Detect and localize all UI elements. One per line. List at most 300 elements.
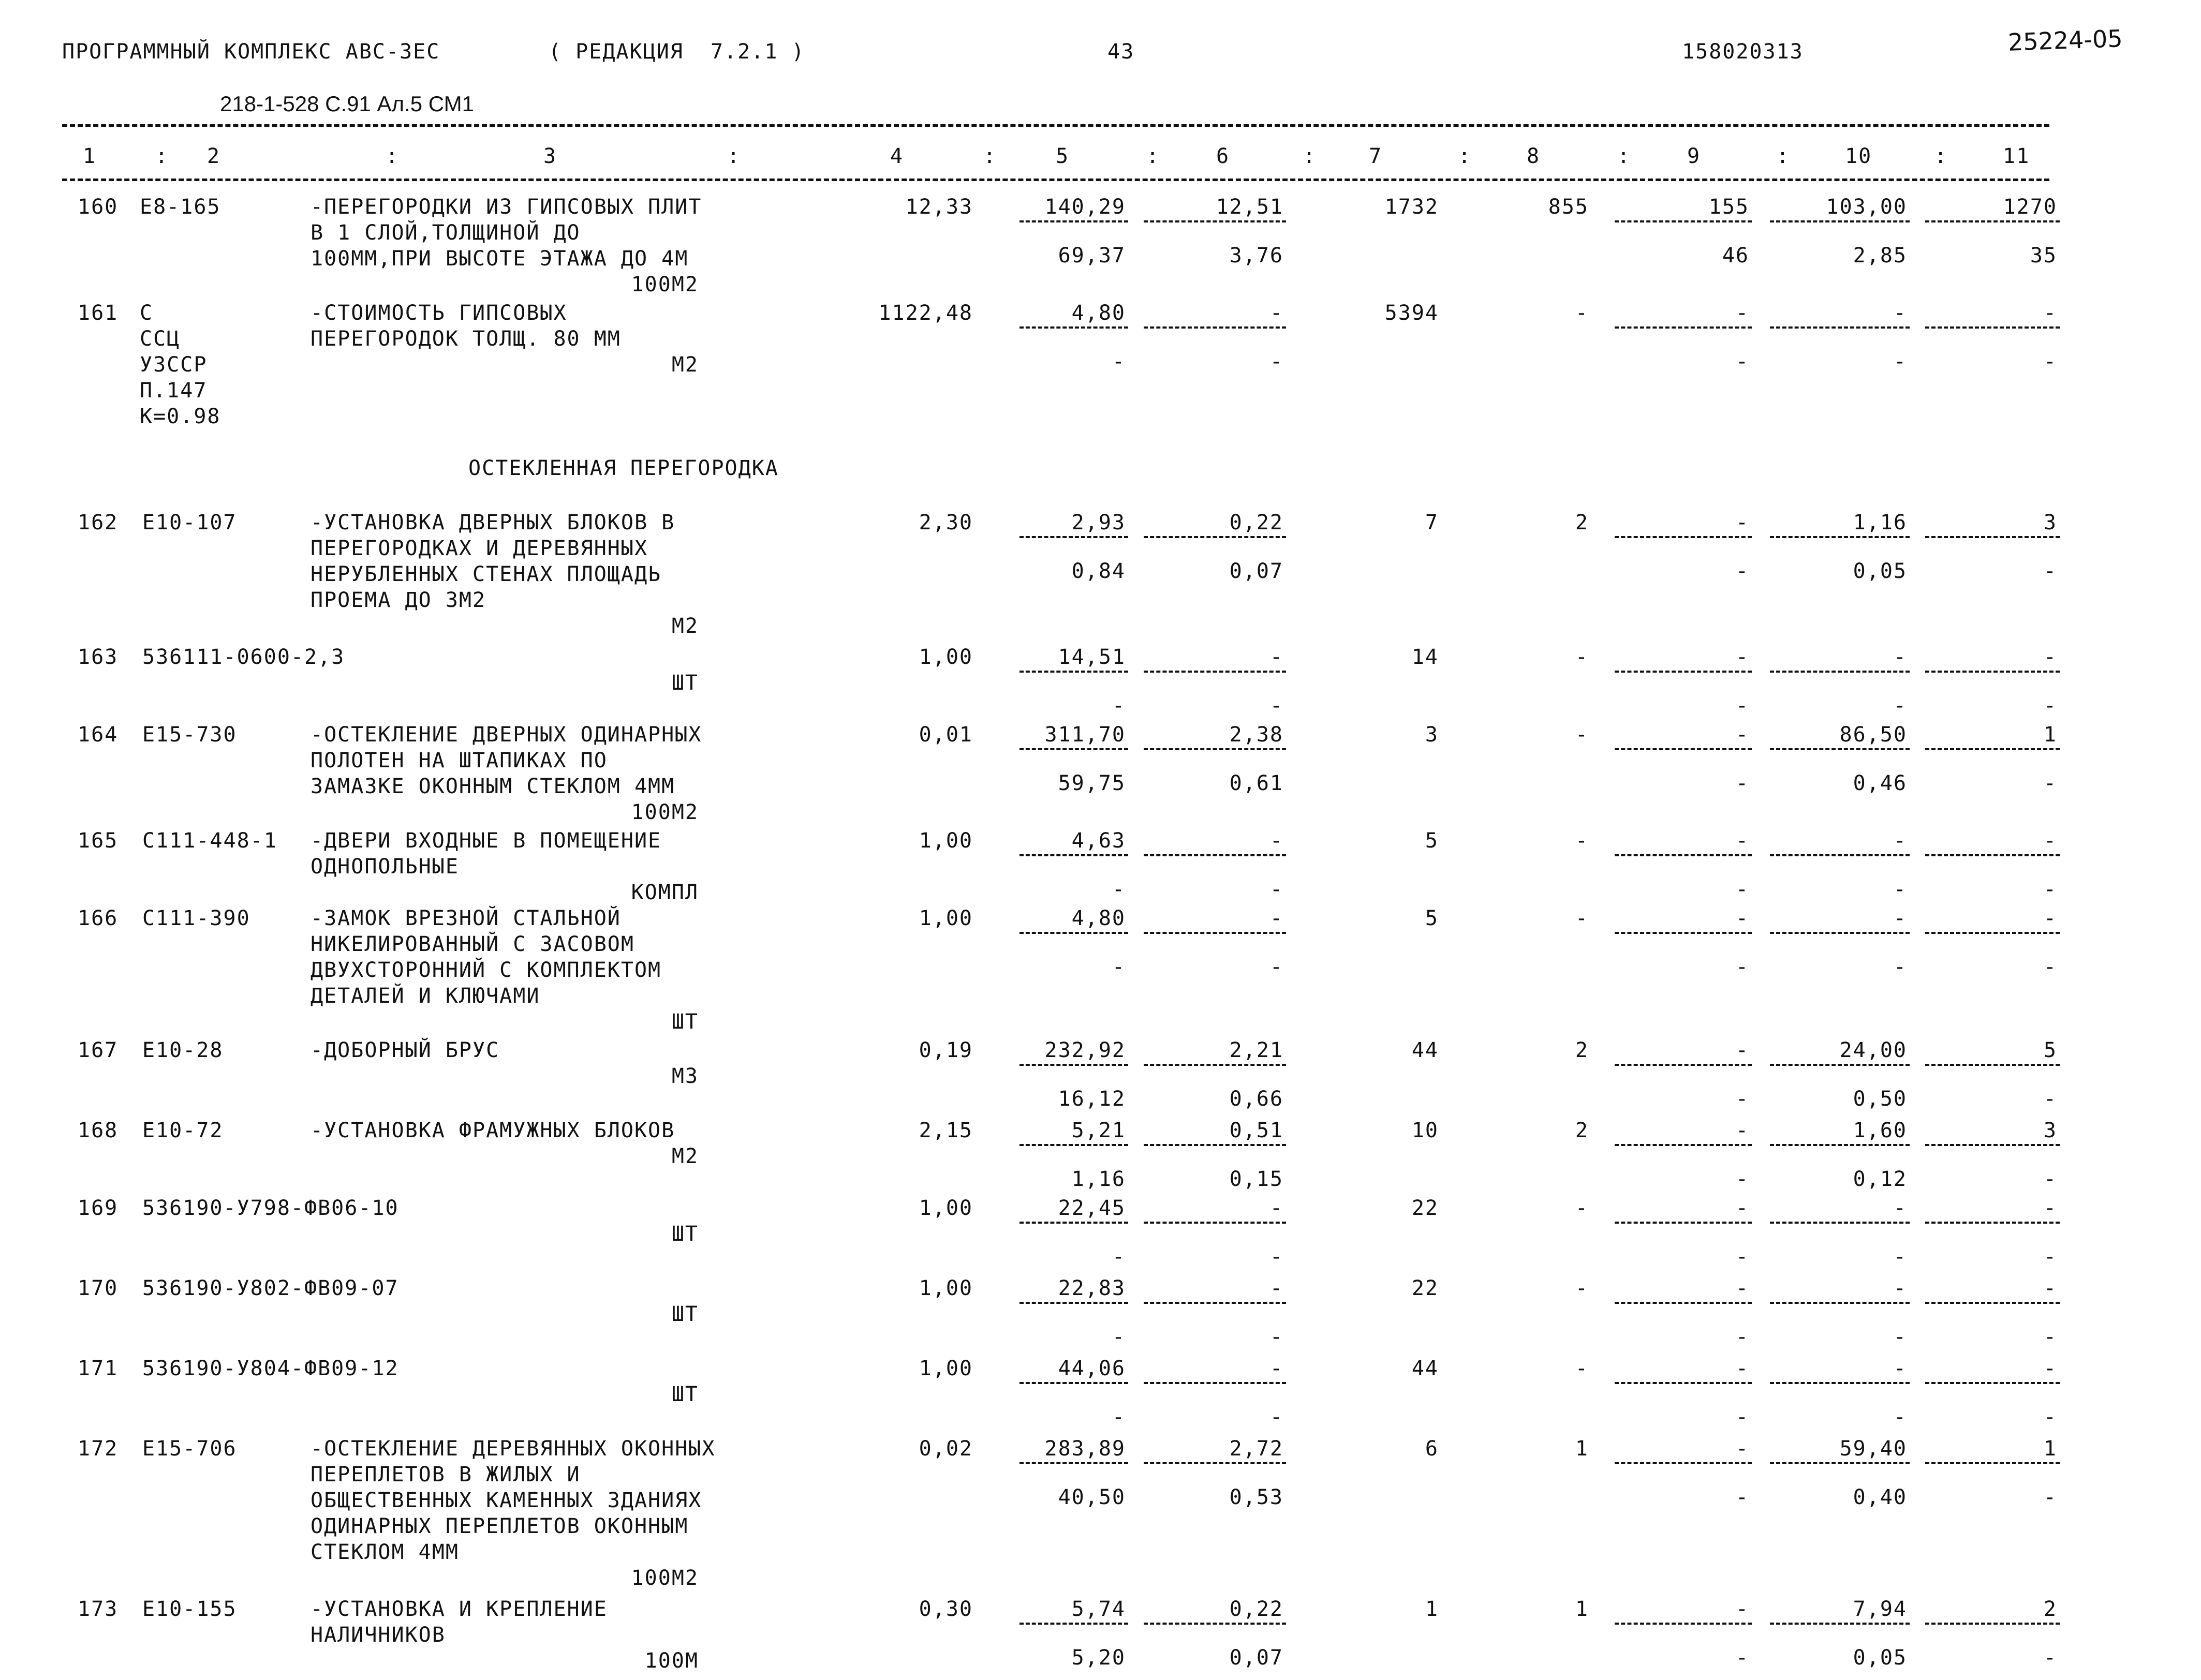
cell-c9-sub: -: [1735, 955, 1749, 979]
cell-divider: [1925, 1382, 2060, 1384]
cell-c5-sub: -: [1112, 1405, 1126, 1429]
cell-c10: 1,60: [1853, 1119, 1907, 1142]
column-separator: :: [1934, 144, 1947, 168]
item-code: 536111-0600-2,3: [142, 645, 345, 669]
row-number: 170: [78, 1276, 119, 1300]
program-name: ПРОГРАММНЫЙ КОМПЛЕКС АВС-3ЕС: [62, 40, 440, 64]
cell-c8: 1: [1575, 1597, 1589, 1621]
cell-c6: -: [1269, 301, 1283, 325]
row-number: 164: [78, 723, 119, 747]
cell-c8: 2: [1575, 511, 1589, 534]
cell-divider: [1020, 1302, 1128, 1304]
cell-divider: [1925, 326, 2060, 329]
item-description: В 1 СЛОЙ,ТОЛЩИНОЙ ДО: [311, 221, 581, 245]
cell-c10-sub: -: [1893, 350, 1907, 374]
unit-of-measure: ШТ: [671, 1382, 699, 1406]
cell-divider: [1144, 326, 1286, 329]
cell-divider: [1144, 932, 1286, 934]
cell-c9: -: [1735, 511, 1749, 534]
cell-c5: 5,21: [1071, 1119, 1126, 1142]
cell-c8: 2: [1575, 1038, 1589, 1062]
cell-divider: [1615, 326, 1752, 329]
cell-c8: -: [1575, 829, 1589, 853]
cell-c10-sub: 0,40: [1853, 1485, 1907, 1509]
cell-c8: -: [1575, 906, 1589, 930]
cell-c7: 22: [1411, 1276, 1439, 1300]
cell-c8: -: [1575, 645, 1589, 669]
cell-divider: [1144, 1302, 1286, 1304]
cell-divider: [1615, 932, 1752, 934]
cell-c6-sub: -: [1269, 350, 1283, 374]
row-number: 172: [78, 1437, 119, 1461]
cell-c9-sub: 46: [1722, 244, 1749, 267]
item-description: ЗАМАЗКЕ ОКОННЫМ СТЕКЛОМ 4ММ: [311, 775, 675, 798]
cell-c6-sub: 3,76: [1229, 244, 1283, 267]
cell-c11: -: [2043, 301, 2057, 325]
handwritten-stamp: 25224-05: [2007, 24, 2123, 56]
cell-c6: 0,51: [1229, 1119, 1283, 1142]
cell-c9-sub: -: [1735, 1405, 1749, 1429]
column-separator: :: [1617, 144, 1630, 168]
cell-c7: 3: [1425, 723, 1439, 747]
cell-c10-sub: -: [1893, 878, 1907, 901]
cell-c6: 12,51: [1216, 195, 1283, 219]
cell-c6-sub: -: [1269, 955, 1283, 979]
cell-divider: [1144, 671, 1286, 673]
cell-c10: -: [1893, 1357, 1907, 1380]
cell-c6: -: [1269, 906, 1283, 930]
cell-c9-sub: -: [1735, 771, 1749, 795]
cell-divider: [1615, 1462, 1752, 1464]
row-number: 160: [78, 195, 119, 219]
item-code: С111-448-1: [142, 829, 277, 853]
cell-c4: 1,00: [919, 906, 973, 930]
cell-c6-sub: 0,15: [1229, 1167, 1283, 1191]
cell-c11: -: [2043, 1196, 2057, 1220]
cell-divider: [1615, 1144, 1752, 1146]
cell-c9: -: [1735, 1038, 1749, 1062]
unit-of-measure: КОМПЛ: [631, 881, 699, 904]
cell-c10: -: [1893, 645, 1907, 669]
cell-c9-sub: -: [1735, 878, 1749, 901]
cell-divider: [1925, 1462, 2060, 1464]
item-description: -УСТАНОВКА ФРАМУЖНЫХ БЛОКОВ: [311, 1119, 675, 1142]
item-description: ДВУХСТОРОННИЙ С КОМПЛЕКТОМ: [311, 958, 662, 982]
item-code: УЗССР: [140, 353, 208, 377]
cell-c9-sub: -: [1735, 1087, 1749, 1111]
cell-divider: [1770, 671, 1910, 673]
cell-divider: [1020, 536, 1128, 538]
cell-c11-sub: -: [2043, 1485, 2057, 1509]
cell-c11: -: [2043, 829, 2057, 853]
cell-c6-sub: 0,07: [1229, 559, 1283, 583]
cell-c9: -: [1735, 1196, 1749, 1220]
cell-c11-sub: -: [2043, 1325, 2057, 1349]
cell-c11-sub: -: [2043, 1087, 2057, 1111]
cell-c6: -: [1269, 1357, 1283, 1380]
item-code: 536190-У802-ФВ09-07: [142, 1276, 399, 1300]
cell-c11-sub: -: [2043, 1646, 2057, 1670]
cell-divider: [1144, 1623, 1286, 1625]
cell-c10-sub: -: [1893, 1405, 1907, 1429]
row-number: 171: [78, 1357, 119, 1380]
cell-c11-sub: -: [2043, 771, 2057, 795]
cell-c5-sub: -: [1112, 955, 1126, 979]
cell-c5-sub: 59,75: [1058, 771, 1126, 795]
row-number: 166: [78, 906, 119, 930]
cell-divider: [1925, 1222, 2060, 1224]
cell-divider: [1615, 1623, 1752, 1625]
cell-divider: [1770, 854, 1910, 856]
cell-divider: [1615, 1064, 1752, 1066]
cell-c6-sub: 0,07: [1229, 1646, 1283, 1670]
cell-c4: 1,00: [919, 829, 973, 853]
column-header: 4: [890, 144, 904, 168]
cell-c5: 4,80: [1071, 906, 1126, 930]
cell-c7: 14: [1411, 645, 1439, 669]
cell-c10: -: [1893, 1276, 1907, 1300]
cell-divider: [1925, 220, 2060, 222]
cell-c6-sub: -: [1269, 1405, 1283, 1429]
column-separator: :: [983, 144, 996, 168]
cell-divider: [1144, 854, 1286, 856]
item-code: 536190-У804-ФВ09-12: [142, 1357, 399, 1380]
cell-c11: -: [2043, 645, 2057, 669]
cell-divider: [1770, 1144, 1910, 1146]
cell-c10: 103,00: [1826, 195, 1907, 219]
cell-c4: 0,19: [919, 1038, 973, 1062]
cell-c6: -: [1269, 1276, 1283, 1300]
cell-c7: 7: [1425, 511, 1439, 534]
cell-divider: [1144, 1144, 1286, 1146]
cell-divider: [1770, 1462, 1910, 1464]
unit-of-measure: 100М: [644, 1649, 699, 1673]
item-description: ОДНОПОЛЬНЫЕ: [311, 855, 459, 879]
item-description: -УСТАНОВКА И КРЕПЛЕНИЕ: [311, 1597, 608, 1621]
cell-divider: [1770, 1302, 1910, 1304]
cell-c11: 1: [2043, 723, 2057, 747]
item-code: Е10-107: [142, 511, 237, 534]
row-number: 173: [78, 1597, 119, 1621]
cell-c8: -: [1575, 1276, 1589, 1300]
cell-divider: [1020, 220, 1128, 222]
unit-of-measure: ШТ: [671, 671, 699, 695]
cell-c6-sub: -: [1269, 694, 1283, 718]
unit-of-measure: М2: [671, 1144, 699, 1168]
cell-c8: -: [1575, 1196, 1589, 1220]
cell-c11-sub: -: [2043, 1245, 2057, 1269]
item-description: -ЗАМОК ВРЕЗНОЙ СТАЛЬНОЙ: [311, 906, 621, 930]
cell-c6: -: [1269, 645, 1283, 669]
item-description: -ПЕРЕГОРОДКИ ИЗ ГИПСОВЫХ ПЛИТ: [311, 195, 702, 219]
cell-divider: [1925, 1623, 2060, 1625]
cell-divider: [1615, 748, 1752, 750]
column-separator: :: [1303, 144, 1316, 168]
column-header: 9: [1687, 144, 1701, 168]
cell-c8: -: [1575, 723, 1589, 747]
unit-of-measure: 100М2: [631, 800, 699, 824]
cell-divider: [1020, 1623, 1128, 1625]
cell-c4: 1,00: [919, 1276, 973, 1300]
cell-c7: 1: [1425, 1597, 1439, 1621]
cell-c10-sub: 0,05: [1853, 559, 1907, 583]
cell-c5-sub: 69,37: [1058, 244, 1126, 267]
cell-c5: 283,89: [1044, 1437, 1126, 1461]
row-number: 167: [78, 1038, 119, 1062]
cell-c9: -: [1735, 723, 1749, 747]
row-number: 162: [78, 511, 119, 534]
cell-c6: 2,72: [1229, 1437, 1283, 1461]
cell-c6-sub: 0,61: [1229, 771, 1283, 795]
cell-c10-sub: -: [1893, 955, 1907, 979]
cell-c11-sub: -: [2043, 1167, 2057, 1191]
cell-c4: 0,02: [919, 1437, 973, 1461]
unit-of-measure: 100М2: [631, 1566, 699, 1590]
item-code: С: [140, 301, 154, 325]
item-description: -ДВЕРИ ВХОДНЫЕ В ПОМЕЩЕНИЕ: [311, 829, 662, 853]
item-description: -УСТАНОВКА ДВЕРНЫХ БЛОКОВ В: [311, 511, 675, 534]
cell-c5-sub: 16,12: [1058, 1087, 1126, 1111]
unit-of-measure: М2: [671, 353, 699, 377]
cell-c4: 1,00: [919, 1357, 973, 1380]
cell-c5: 44,06: [1058, 1357, 1126, 1380]
cell-c9: -: [1735, 1276, 1749, 1300]
item-code: Е8-165: [140, 195, 221, 219]
cell-c10: -: [1893, 1196, 1907, 1220]
cell-c6-sub: 0,53: [1229, 1485, 1283, 1509]
cell-c10: 24,00: [1839, 1038, 1907, 1062]
column-header: 6: [1216, 144, 1230, 168]
cell-c10-sub: 0,12: [1853, 1167, 1907, 1191]
column-separator: :: [1776, 144, 1789, 168]
cell-c4: 1122,48: [878, 301, 973, 325]
cell-c5-sub: -: [1112, 694, 1126, 718]
cell-divider: [1925, 1064, 2060, 1066]
cell-c10-sub: -: [1893, 694, 1907, 718]
cell-c9: 155: [1708, 195, 1749, 219]
item-description: НЕРУБЛЕННЫХ СТЕНАХ ПЛОЩАДЬ: [311, 562, 662, 586]
cell-divider: [1925, 854, 2060, 856]
cell-c9-sub: -: [1735, 350, 1749, 374]
cell-divider: [1615, 1382, 1752, 1384]
cell-c5: 2,93: [1071, 511, 1126, 534]
cell-c10: -: [1893, 829, 1907, 853]
column-header: 3: [543, 144, 557, 168]
cell-c4: 1,00: [919, 1196, 973, 1220]
column-separator: :: [1146, 144, 1159, 168]
cell-divider: [1020, 326, 1128, 329]
cell-divider: [1020, 1382, 1128, 1384]
row-number: 161: [78, 301, 119, 325]
document-subtitle: 218-1-528 С.91 Ал.5 СМ1: [220, 92, 474, 116]
cell-c11: 1270: [2003, 195, 2057, 219]
unit-of-measure: ШТ: [671, 1222, 699, 1246]
cell-c7: 44: [1411, 1357, 1439, 1380]
edition-label: ( РЕДАКЦИЯ 7.2.1 ): [549, 40, 805, 64]
cell-c6-sub: -: [1269, 1325, 1283, 1349]
cell-c6: 2,38: [1229, 723, 1283, 747]
cell-c9-sub: -: [1735, 559, 1749, 583]
row-number: 168: [78, 1119, 119, 1142]
cell-c10-sub: -: [1893, 1245, 1907, 1269]
cell-c10-sub: 0,46: [1853, 771, 1907, 795]
cell-c4: 0,30: [919, 1597, 973, 1621]
cell-c8: -: [1575, 301, 1589, 325]
cell-c8: 855: [1548, 195, 1589, 219]
item-code: 536190-У798-ФВ06-10: [142, 1196, 399, 1220]
cell-divider: [1925, 748, 2060, 750]
cell-divider: [1020, 932, 1128, 934]
cell-c10: -: [1893, 906, 1907, 930]
cell-divider: [1020, 854, 1128, 856]
unit-of-measure: ШТ: [671, 1010, 699, 1034]
cell-divider: [1770, 220, 1910, 222]
cell-c7: 6: [1425, 1437, 1439, 1461]
row-number: 163: [78, 645, 119, 669]
cell-c5: 5,74: [1071, 1597, 1126, 1621]
column-header: 5: [1056, 144, 1070, 168]
cell-c4: 0,01: [919, 723, 973, 747]
cell-c6: 0,22: [1229, 1597, 1283, 1621]
unit-of-measure: М2: [671, 614, 699, 638]
cell-c10-sub: 0,50: [1853, 1087, 1907, 1111]
cell-divider: [1144, 748, 1286, 750]
item-description: ПОЛОТЕН НА ШТАПИКАХ ПО: [311, 749, 608, 772]
item-code: Е10-72: [142, 1119, 224, 1142]
cell-c11-sub: -: [2043, 350, 2057, 374]
cell-divider: [1770, 536, 1910, 538]
cell-c7: 5: [1425, 829, 1439, 853]
item-code: Е10-28: [142, 1038, 224, 1062]
cell-c10: -: [1893, 301, 1907, 325]
row-number: 169: [78, 1196, 119, 1220]
item-code: Е10-155: [142, 1597, 237, 1621]
cell-c11-sub: -: [2043, 559, 2057, 583]
cell-c9: -: [1735, 301, 1749, 325]
cell-c11: 3: [2043, 1119, 2057, 1142]
cell-c9-sub: -: [1735, 1485, 1749, 1509]
cell-c5-sub: 0,84: [1071, 559, 1126, 583]
item-description: НАЛИЧНИКОВ: [311, 1623, 446, 1647]
cell-c8: 1: [1575, 1437, 1589, 1461]
cell-c5: 4,63: [1071, 829, 1126, 853]
cell-c7: 5394: [1384, 301, 1439, 325]
item-description: ОДИНАРНЫХ ПЕРЕПЛЕТОВ ОКОННЫМ: [311, 1514, 689, 1538]
cell-c9: -: [1735, 1119, 1749, 1142]
cell-divider: [1615, 220, 1752, 222]
cell-divider: [1925, 1302, 2060, 1304]
item-description: НИКЕЛИРОВАННЫЙ С ЗАСОВОМ: [311, 932, 634, 956]
item-description: СТЕКЛОМ 4ММ: [311, 1540, 459, 1564]
cell-c7: 10: [1411, 1119, 1439, 1142]
cell-c11: -: [2043, 1276, 2057, 1300]
item-description: -ДОБОРНЫЙ БРУС: [311, 1038, 500, 1062]
cell-c9-sub: -: [1735, 694, 1749, 718]
cell-c11: 3: [2043, 511, 2057, 534]
cell-c5-sub: 5,20: [1071, 1646, 1126, 1670]
cell-c6: 2,21: [1229, 1038, 1283, 1062]
column-header: 7: [1369, 144, 1383, 168]
cell-divider: [1770, 1222, 1910, 1224]
item-description: ДЕТАЛЕЙ И КЛЮЧАМИ: [311, 984, 540, 1008]
section-title: ОСТЕКЛЕННАЯ ПЕРЕГОРОДКА: [468, 456, 779, 480]
item-description: -ОСТЕКЛЕНИЕ ДЕРЕВЯННЫХ ОКОННЫХ: [311, 1437, 716, 1461]
item-description: 100ММ,ПРИ ВЫСОТЕ ЭТАЖА ДО 4М: [311, 247, 689, 271]
item-description: ПЕРЕГОРОДОК ТОЛЩ. 80 ММ: [311, 327, 621, 351]
item-description: ПРОЕМА ДО 3М2: [311, 588, 486, 612]
cell-c11-sub: -: [2043, 694, 2057, 718]
column-header: 1: [83, 144, 97, 168]
cell-c11-sub: -: [2043, 955, 2057, 979]
cell-divider: [1770, 748, 1910, 750]
cell-c9: -: [1735, 1437, 1749, 1461]
cell-divider: [1770, 1623, 1910, 1625]
cell-c5: 311,70: [1044, 723, 1126, 747]
cell-c7: 5: [1425, 906, 1439, 930]
cell-c9-sub: -: [1735, 1245, 1749, 1269]
unit-of-measure: М3: [671, 1064, 699, 1088]
cell-c11-sub: -: [2043, 1405, 2057, 1429]
cell-c11: -: [2043, 1357, 2057, 1380]
column-separator: :: [727, 144, 740, 168]
unit-of-measure: ШТ: [671, 1302, 699, 1326]
cell-c4: 1,00: [919, 645, 973, 669]
cell-divider: [1925, 536, 2060, 538]
cell-c11-sub: -: [2043, 878, 2057, 901]
cell-c6: -: [1269, 1196, 1283, 1220]
column-header: 2: [207, 144, 221, 168]
row-number: 165: [78, 829, 119, 853]
column-header: 10: [1845, 144, 1872, 168]
cell-divider: [1615, 1222, 1752, 1224]
cell-c6-sub: -: [1269, 1245, 1283, 1269]
cell-divider: [1144, 536, 1286, 538]
cell-c6-sub: -: [1269, 878, 1283, 901]
cell-c5: 22,45: [1058, 1196, 1126, 1220]
cell-c9-sub: -: [1735, 1646, 1749, 1670]
cell-c10-sub: -: [1893, 1325, 1907, 1349]
cell-divider: [1615, 671, 1752, 673]
cell-c11: 2: [2043, 1597, 2057, 1621]
cell-c7: 1732: [1384, 195, 1439, 219]
cell-c5-sub: -: [1112, 350, 1126, 374]
column-separator: :: [155, 144, 168, 168]
cell-c10: 7,94: [1853, 1597, 1907, 1621]
column-header: 11: [2003, 144, 2030, 168]
cell-c7: 44: [1411, 1038, 1439, 1062]
cell-divider: [1770, 1382, 1910, 1384]
cell-c5-sub: -: [1112, 1245, 1126, 1269]
cell-c5-sub: -: [1112, 878, 1126, 901]
cell-c6: 0,22: [1229, 511, 1283, 534]
cell-divider: [1615, 1302, 1752, 1304]
item-code: Е15-706: [142, 1437, 237, 1461]
cell-c9: -: [1735, 645, 1749, 669]
cell-divider: [1615, 536, 1752, 538]
item-code: Е15-730: [142, 723, 237, 747]
cell-c5: 22,83: [1058, 1276, 1126, 1300]
cell-c10: 86,50: [1839, 723, 1907, 747]
cell-c11-sub: 35: [2030, 244, 2057, 267]
cell-c9-sub: -: [1735, 1167, 1749, 1191]
cell-divider: [1020, 1144, 1128, 1146]
cell-divider: [1020, 1462, 1128, 1464]
item-code: С111-390: [142, 906, 250, 930]
item-description: ПЕРЕПЛЕТОВ В ЖИЛЫХ И: [311, 1463, 581, 1486]
cell-divider: [1925, 671, 2060, 673]
item-code: К=0.98: [140, 405, 221, 428]
cell-divider: [1770, 326, 1910, 329]
